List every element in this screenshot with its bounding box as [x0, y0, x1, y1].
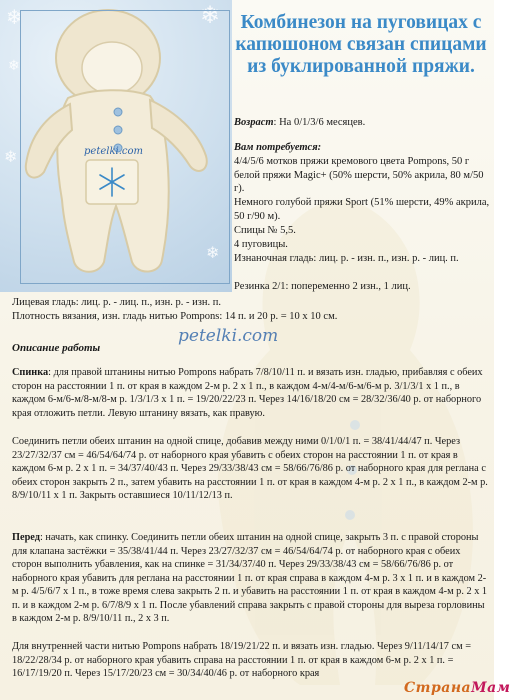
materials-item: 4 пуговицы. [234, 239, 288, 250]
page-title: Комбинезон на пуговицах с капюшоном связан спицами из буклированной пряжи. [235, 12, 487, 77]
snowflake-icon: ❄ [206, 245, 220, 262]
stitch-front: Лицевая гладь: лиц. р. - лиц. п., изн. р. - изн. п. [12, 297, 222, 308]
section-heading: Описание работы [12, 342, 101, 354]
materials-label: Вам потребуется: [234, 142, 322, 153]
inner-paragraph: Для внутренней части нитью Pompons набрать 18/19/21/22 п. и вязать изн. гладью. Через 9/11/14/17 см = 18/22/28/34 р. от наборного края убавить справа на расстоянии 1 п. от края в каждом 6-м р. 2 х 1 п. = 16/17/19/20 п. Через 15/17/20/23 см = 30/34/40/46 р. от наборного края [12, 641, 471, 680]
snowflake-icon: ❄ [4, 149, 18, 166]
materials-item: Немного голубой пряжи Sport (51% шерсти, 49% акрила, 50 г/90 м). [234, 197, 490, 222]
materials-item: 4/4/5/6 мотков пряжи кремового цвета Pompons, 50 г белой пряжи Magic+ (50% шерсти, 50% акрила, 80 м/50 г). [234, 156, 484, 195]
age-label: Возраст [234, 117, 274, 128]
materials-item: Резинка 2/1: попеременно 2 изн., 1 лиц. [234, 281, 411, 292]
age-line [234, 116, 492, 130]
product-photo [0, 0, 232, 292]
gauge: Плотность вязания, изн. гладь нитью Pompons: 14 п. и 20 р. = 10 х 10 см. [12, 311, 338, 322]
join-paragraph: Соединить петли обеих штанин на одной спице, добавив между ними 0/1/0/1 п. = 38/41/44/47 п. Через 23/27/32/37 см = 46/54/64/74 р. от наборного края убавить с обеих сторон на расстоянии 1 п. от края в каждом 6-м р. 2 х 1 п. = 34/37/40/43 п. Через 29/33/38/43 см = 58/66/76/86 р. от наборного края для реглана с обеих сторон закрыть 2 п., затем убавить на расстоянии 1 п. от края в каждом 4-м р. 2 х 1 п., в каждом 2-м р. 8/9/10/11 х 1 п. Закрыть оставшиеся 10/11/12/13 п. [12, 436, 488, 502]
front-paragraph: Перед: начать, как спинку. Соединить петли обеих штанин на одной спице, закрыть 3 п. с правой стороны для клапана застёжки = 35/38/41/44 п. Через 23/27/32/37 см = 46/54/64/74 р. от наборного края с обеих сторон выполнить убавления, как на спинке = 31/34/37/40 п. Через 29/33/38/43 см = 58/66/76/86 р. от наборного края убавить для реглана на расстоянии 1 п. от края справа в каждом 4-м р. 3 х 1 п. и в каждом 2-м р. 4/5/6/7 х 1 п., в тоже время слева закрыть 2 п. и убавить на расстоянии 1 п. от края в каждом 4-м р. 2 х 1 п. и в каждом 2-м р. 6/7/8/9 х 1 п. После убавлений справа закрыть с правой стороны для выреза горловины в каждом 2-м р. 8/9/10/11 п., 2 х 3 п. [12, 532, 488, 625]
age-value: : На 0/1/3/6 месяцев. [273, 117, 366, 128]
snowflake-icon: ❄ [6, 7, 23, 29]
snowflake-icon: ❄ [8, 59, 20, 74]
materials-item: Спицы № 5,5. [234, 225, 296, 236]
watermark-text: petelki.com [178, 326, 279, 346]
back-paragraph: Спинка: для правой штанины нитью Pompons набрать 7/8/10/11 п. и вязать изн. гладью, прибавляя с обеих сторон на расстоянии 1 п. от края в каждом 2-м р. 2 х 1 п., в каждом 4-м/4-м/6-м/6-м р. 3/1/3/1 х 1 п., в каждом 6-м/6-м/8-м/8-м р. 1/3/1/3 х 1 п. = 19/20/22/23 п. Через 14/16/18/20 см = 28/32/36/40 р. от наборного края отложить петли. Левую штанину вязать, как правую. [12, 367, 483, 419]
site-logo: СтранаМам [404, 680, 510, 696]
snowflake-icon: ❄ [200, 3, 221, 29]
watermark-text: petelki.com [84, 146, 143, 157]
materials-item: Изнаночная гладь: лиц. р. - изн. п., изн. р. - лиц. п. [234, 253, 459, 264]
